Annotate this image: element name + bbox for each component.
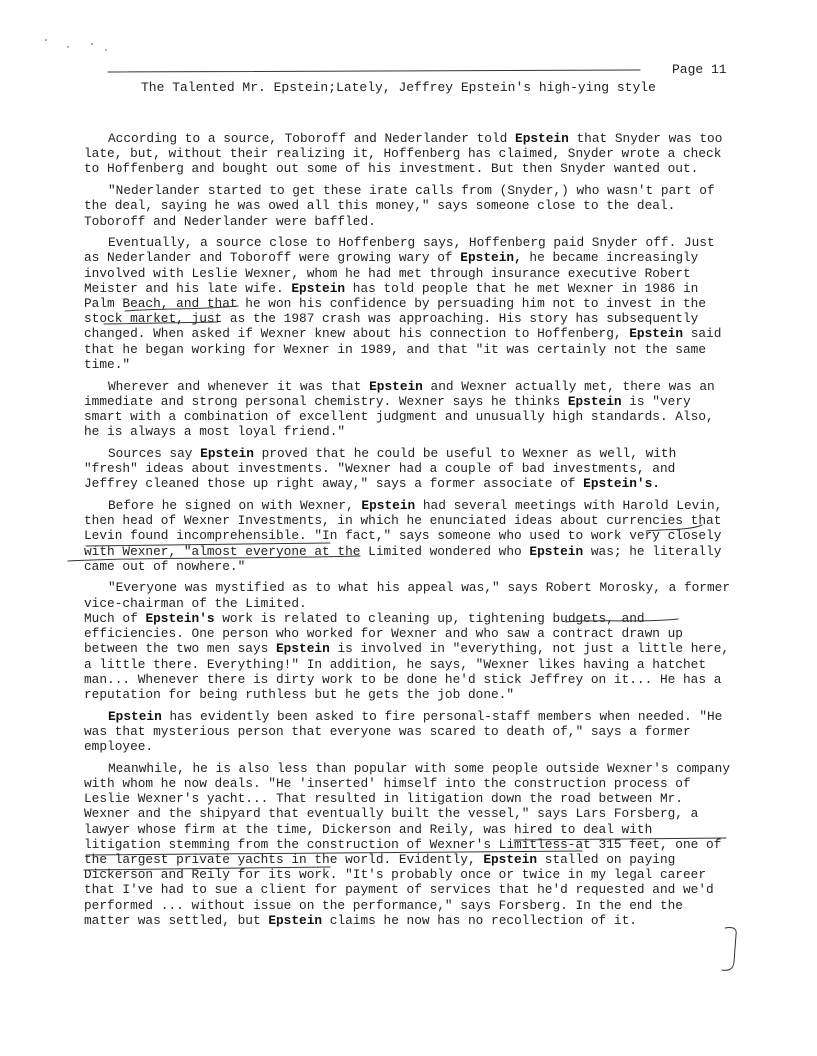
paragraph-5 (84, 446, 732, 492)
document-title: The Talented Mr. Epstein;Lately, Jeffrey Epstein's high-ying style (141, 80, 656, 95)
text-run: he became increasingly involved with Leslie Wexner, whom he had met through insurance executive Robert Meister and his late wife. (84, 250, 699, 296)
paragraph-10 (84, 761, 732, 928)
text-run: has evidently been asked to fire personal-staff members when needed. "He was that mysterious person that everyone was scared to death of," says a former employee. (84, 708, 723, 755)
bold-text-run: Epstein (361, 497, 416, 513)
paragraph-3 (84, 235, 732, 372)
text-run: work is related to cleaning up, tightening budgets, and efficiencies. One person who worked for Wexner and who saw a contract drawn up between the two men says (84, 610, 683, 657)
bold-text-run: Epstein (567, 393, 622, 409)
text-run: claims he now has no recollection of it. (322, 912, 637, 928)
bold-text-run: Epstein (276, 641, 330, 657)
text-run: Eventually, a source close to Hoffenberg says, Hoffenberg paid Snyder off. Just as Nederlander and Toboroff were growing wary of (84, 235, 715, 266)
bold-text-run: Epstein's (145, 610, 215, 626)
text-run: Meanwhile, he is also less than popular with some people outside Wexner's company with whom he now deals. "He 'inserted' himself into the construction process of Leslie Wexner's yacht... That resulted in litigation down the road between Mr. Wexner and the shipyard that eventually built the vessel," says Lars Forsberg, a lawyer whose firm at the time, Dickerson and Reily, was hired to deal with litigation stemming from the construction of Wexner's Limitless-at 315 feet, one of the largest private yachts in the world. Evidently, (84, 760, 731, 867)
text-run: "Everyone was mystified as to what his appeal was," says Robert Morosky, a former vice-chairman of the Limited. (84, 580, 731, 611)
text-run: had several meetings with Harold Levin, then head of Wexner Investments, in which he enunciated ideas about currencies that Levin found incomprehensible. "In fact," says someone who used to work very closely with Wexner, "almost everyone at the Limited wondered who (84, 497, 723, 559)
bold-text-run: Epstein (483, 851, 538, 867)
text-run: Wherever and whenever it was that (108, 378, 370, 394)
bold-text-run: Epstein (108, 708, 162, 724)
text-run: stalled on paying Dickerson and Reily for its work. "It's probably once or twice in my legal career that I've had to sue a client for payment of services that he'd requested and we'd performed ... without issue on the performance," says Forsberg. In the end the matter was settled, but (84, 851, 714, 928)
bold-text-run: Epstein's. (583, 476, 660, 492)
text-run: is involved in "everything, not just a little here, a little there. Everything!" In addition, he says, "Wexner likes having a hatchet man... Whenever there is dirty work to be done he'd stick Jeffrey on it... He has a reputation for being ruthless but he gets the job done." (84, 641, 730, 702)
paragraph-8 (84, 611, 732, 702)
text-run: proved that he could be useful to Wexner as well, with "fresh" ideas about investments. "Wexner had a couple of bad investments, and Jeffrey cleaned those up right away," says a former associate of (84, 445, 677, 492)
paragraph-6 (84, 498, 732, 574)
text-run: Much of (84, 610, 146, 626)
paragraph-2 (84, 183, 732, 229)
paragraph-1 (84, 131, 732, 177)
text-run: was; he literally came out of nowhere." (84, 543, 722, 574)
text-run: said that he began working for Wexner in 1989, and that "it was certainly not the same time." (84, 326, 722, 372)
title-underline-mark (108, 70, 640, 72)
paragraph-7 (84, 580, 732, 610)
bold-text-run: Epstein (369, 378, 423, 394)
paragraph-9 (84, 709, 732, 755)
bold-text-run: Epstein (515, 131, 569, 146)
text-run: and Wexner actually met, there was an immediate and strong personal chemistry. Wexner says he thinks (84, 378, 715, 409)
bold-text-run: Epstein (200, 445, 254, 461)
article-body (84, 131, 732, 934)
text-run: that Snyder was too late, but, without their realizing it, Hoffenberg has claimed, Snyder wrote a check to Hoffenberg and bought out some of his investment. But then Snyder wanted out. (84, 131, 723, 177)
text-run: is "very smart with a combination of excellent judgment and unusually high standards. Also, he is always a most loyal friend." (84, 393, 714, 440)
paragraph-4 (84, 379, 732, 440)
bold-text-run: Epstein (268, 912, 323, 928)
bold-text-run: Epstein (529, 543, 584, 559)
text-run: has told people that he met Wexner in 1986 in Palm Beach, and that he won his confidence by persuading him not to invest in the stock market, just as the 1987 crash was approaching. His story has subsequently changed. When asked if Wexner knew about his connection to Hoffenberg, (84, 280, 707, 342)
text-run: "Nederlander started to get these irate calls from (Snyder,) who wasn't part of the deal, saying he was owed all this money," says someone close to the deal. Toboroff and Nederlander were baffled. (84, 183, 715, 229)
page-number: Page 11 (672, 62, 727, 77)
text-run: According to a source, Toboroff and Nederlander told (108, 131, 516, 146)
bold-text-run: Epstein, (460, 250, 522, 266)
bold-text-run: Epstein (629, 326, 684, 342)
text-run: Before he signed on with Wexner, (108, 497, 362, 513)
text-run: Sources say (108, 445, 201, 461)
bold-text-run: Epstein (291, 280, 346, 296)
